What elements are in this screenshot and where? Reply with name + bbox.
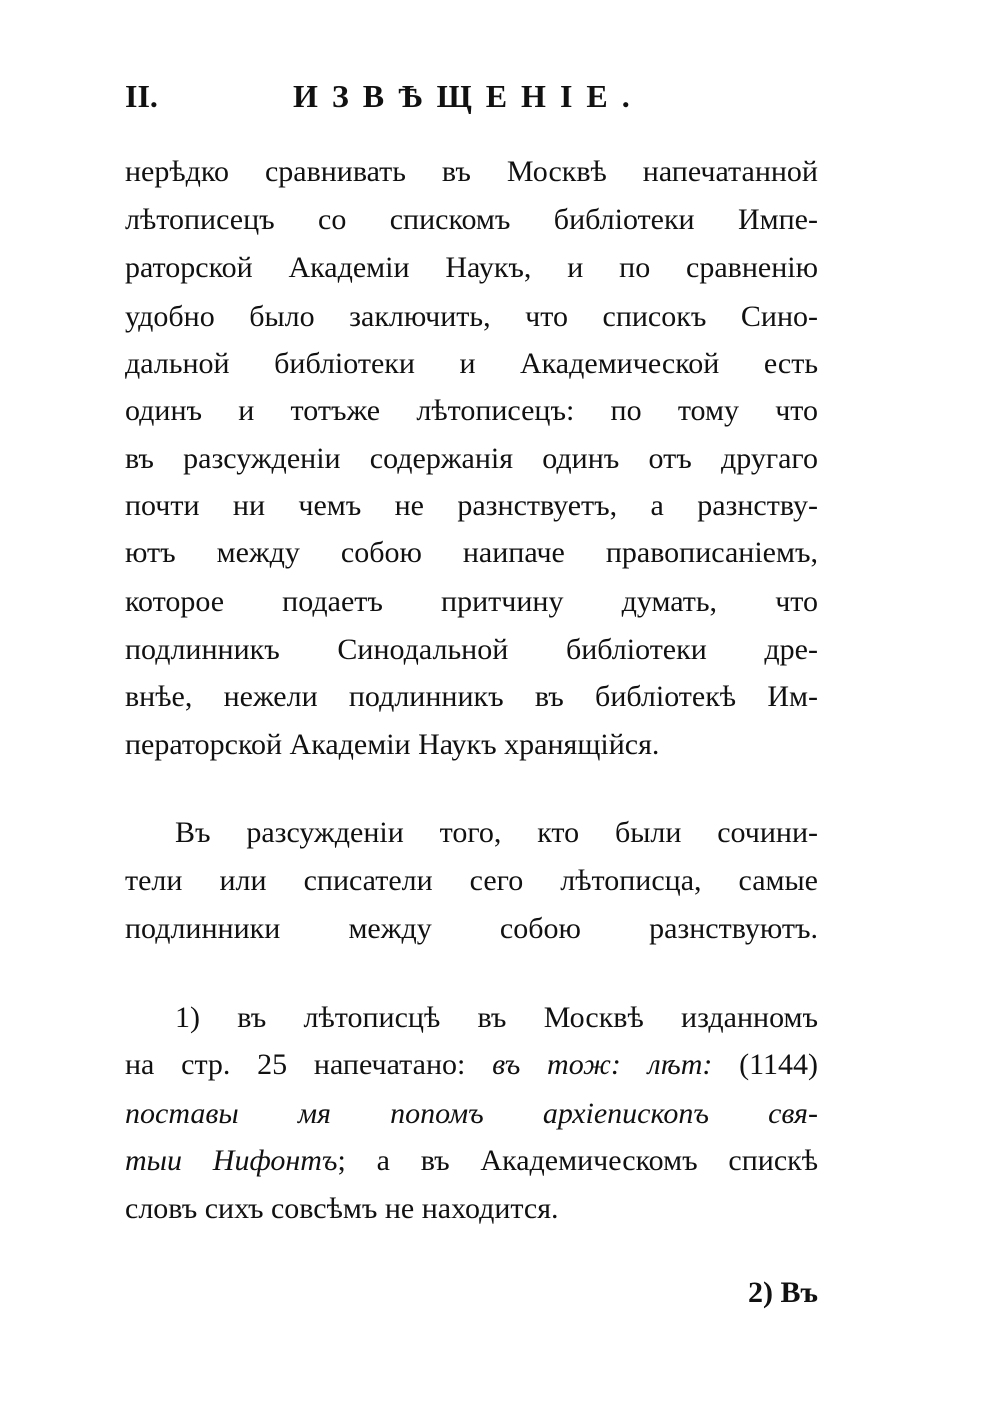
running-title: ИЗВѢЩЕНІЕ.: [293, 78, 644, 114]
catchword: 2) Въ: [748, 1276, 818, 1309]
text-line: удобно было заключить, что списокъ Сино-: [125, 300, 818, 333]
text-line: которое подаетъ притчину думать, что: [125, 585, 818, 618]
text-line: Въ разсужденіи того, кто были сочини-: [175, 816, 818, 849]
text-line: раторской Академіи Наукъ, и по сравненію: [125, 251, 818, 284]
text-line: дальной библіотеки и Академической есть: [125, 347, 818, 380]
running-header: [125, 78, 645, 122]
text-line: почти ни чемъ не разнствуетъ, а разнству-: [125, 489, 818, 522]
text-line: 1) въ лѣтописцѣ въ Москвѣ изданномъ: [175, 1001, 818, 1034]
text-line: внѣе, нежели подлинникъ въ библіотекѣ Им-: [125, 680, 818, 713]
italic-quote: тыи Нифонтъ: [125, 1144, 338, 1177]
page-number: II.: [125, 78, 158, 114]
text-line: ютъ между собою наипаче правописаніемъ,: [125, 536, 818, 569]
text-segment: ; а въ Академическомъ спискѣ: [337, 1144, 818, 1177]
text-line: [125, 1045, 818, 1085]
text-line: одинъ и тотъже лѣтописецъ: по тому что: [125, 394, 818, 427]
text-segment: (1144): [712, 1048, 818, 1081]
text-line: подлинники между собою разнствуютъ.: [125, 912, 818, 945]
italic-quote-line: поставы мя попомъ архіепископъ свя-: [125, 1097, 818, 1130]
text-line: нерѣдко сравнивать въ Москвѣ напечатанной: [125, 155, 818, 188]
text-line: подлинникъ Синодальной библіотеки дре-: [125, 633, 818, 666]
text-line: тели или списатели сего лѣтописца, самые: [125, 864, 818, 897]
text-segment: на стр. 25 напечатано:: [125, 1048, 493, 1081]
italic-quote: въ тож: лѣт:: [492, 1048, 713, 1081]
text-line: [125, 1141, 818, 1181]
text-line: въ разсужденіи содержанія одинъ отъ другаго: [125, 442, 818, 475]
text-line: лѣтописецъ со спискомъ библіотеки Импе-: [125, 203, 818, 236]
text-line: ператорской Академіи Наукъ хранящійся.: [125, 728, 660, 761]
text-line: словъ сихъ совсѣмъ не находится.: [125, 1192, 559, 1225]
